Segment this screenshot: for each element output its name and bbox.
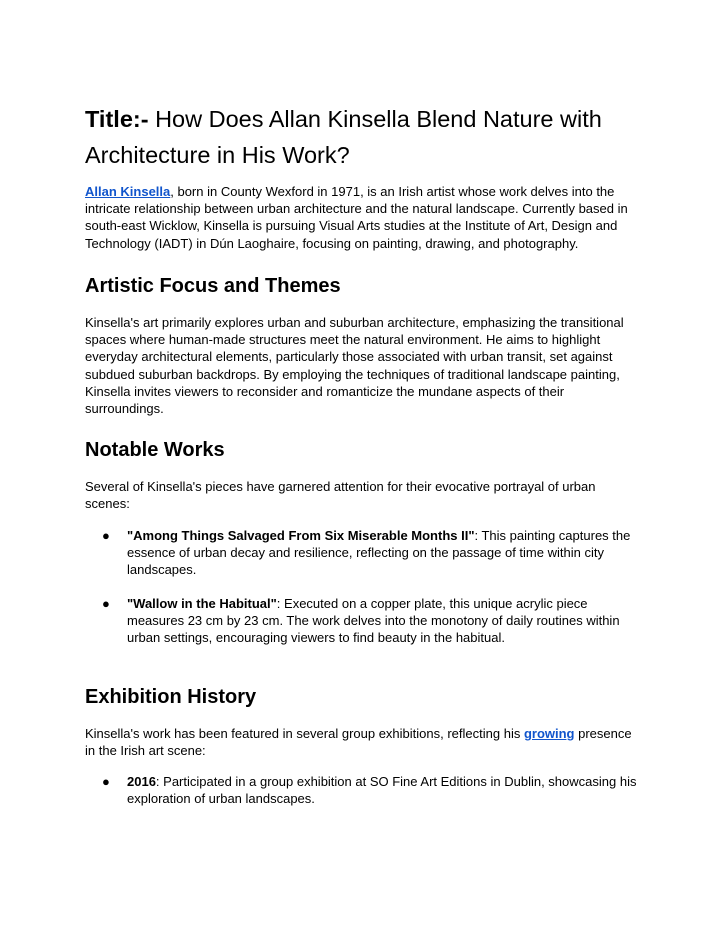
artistic-focus-paragraph: Kinsella's art primarily explores urban and suburban architecture, emphasizing the transitional spaces where human-made structures meet the natural environment. He aims to highlight everyday architectural elements, particularly those associated with urban transit, set against subdued suburban backdrops. By employing the techniques of traditional landscape painting, Kinsella invites viewers to reconsider and romanticize the mundane aspects of their surroundings. (85, 315, 624, 417)
exhibition-text-after: presence in the Irish art scene: (85, 726, 632, 759)
heading-artistic-focus: Artistic Focus and Themes (85, 275, 341, 297)
list-item (102, 773, 642, 807)
exhibition-history-paragraph (85, 725, 641, 759)
heading-exhibition-history: Exhibition History (85, 686, 257, 708)
bullet-icon: ● (102, 528, 110, 543)
work-description: : This painting captures the essence of urban decay and resilience, reflecting on the passage of time within city landscapes. (127, 528, 631, 578)
intro-paragraph (85, 183, 641, 252)
bullet-icon: ● (102, 596, 110, 611)
intro-text: , born in County Wexford in 1971, is an Irish artist whose work delves into the intricate relationship between urban architecture and the natural landscape. Currently based in south-east Wicklow, Kinsella is pursuing Visual Arts studies at the Institute of Art, Design and Technology (IADT) in Dún Laoghaire, focusing on painting, drawing, and photography. (85, 184, 628, 251)
exhibition-description: : Participated in a group exhibition at SO Fine Art Editions in Dublin, showcasing his exploration of urban landscapes. (127, 774, 637, 807)
list-item-text (127, 595, 642, 647)
list-item-text (127, 773, 642, 807)
work-description: : Executed on a copper plate, this unique acrylic piece measures 23 cm by 23 cm. The work delves into the monotony of daily routines within urban settings, encouraging viewers to find beauty in the habitual. (127, 596, 620, 646)
work-title: "Among Things Salvaged From Six Miserable Months II" (127, 528, 475, 543)
heading-notable-works: Notable Works (85, 439, 225, 461)
growing-link[interactable]: growing (523, 726, 575, 741)
document-title (85, 101, 645, 173)
title-text: How Does Allan Kinsella Blend Nature with Architecture in His Work? (85, 106, 602, 168)
exhibition-year: 2016 (127, 774, 156, 789)
allan-kinsella-link[interactable]: Allan Kinsella (85, 184, 171, 199)
list-item (102, 595, 642, 647)
title-lead: Title:- (85, 106, 149, 132)
bullet-icon: ● (102, 774, 110, 789)
list-item-text (127, 527, 642, 579)
exhibition-text-before: Kinsella's work has been featured in several group exhibitions, reflecting his (85, 726, 524, 741)
list-item (102, 527, 642, 579)
notable-works-paragraph: Several of Kinsella's pieces have garnered attention for their evocative portrayal of urban scenes: (85, 479, 596, 512)
work-title: "Wallow in the Habitual" (127, 596, 277, 611)
